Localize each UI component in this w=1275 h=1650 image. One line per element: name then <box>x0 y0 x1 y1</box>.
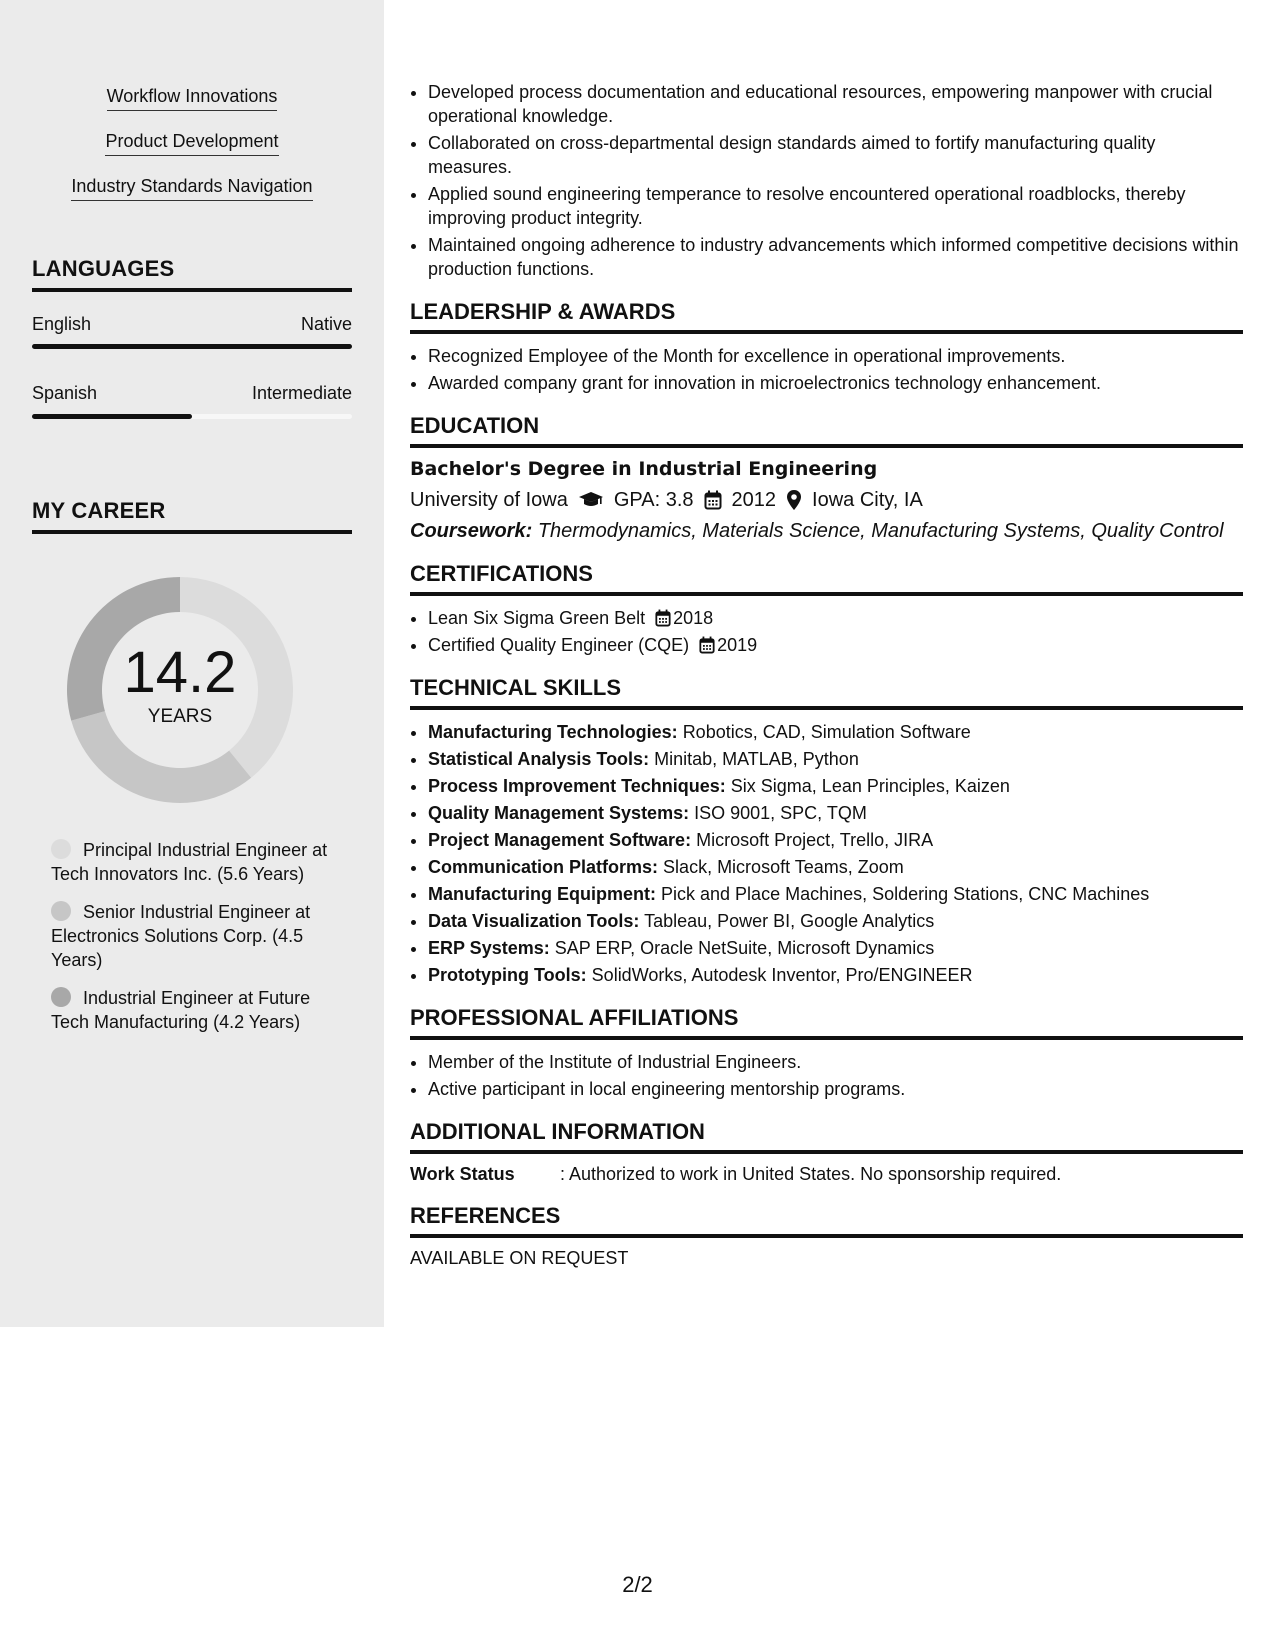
language-bar-fill <box>32 414 192 419</box>
skill-links <box>0 86 384 221</box>
references-text: AVAILABLE ON REQUEST <box>410 1248 629 1268</box>
list-item <box>428 855 1243 879</box>
experience-bullets <box>410 80 1243 281</box>
legend-dot <box>51 901 71 921</box>
skill-values: Microsoft Project, Trello, JIRA <box>696 830 934 850</box>
coursework <box>410 520 1243 543</box>
career-legend-item <box>51 900 331 972</box>
skill-category: Statistical Analysis Tools: <box>428 749 650 769</box>
skill-category: Quality Management Systems: <box>428 803 690 823</box>
section-title-leadership: LEADERSHIP & AWARDS <box>410 299 1243 334</box>
list-item <box>428 747 1243 771</box>
language-level: Native <box>300 314 352 334</box>
legend-dot <box>51 987 71 1007</box>
legend-dot <box>51 839 71 859</box>
language-bar <box>32 414 352 419</box>
career-total-unit: YEARS <box>147 706 213 727</box>
career-total-years: 14.2 <box>123 640 237 705</box>
page-number: 2/2 <box>622 1572 653 1597</box>
list-item <box>428 801 1243 825</box>
career-legend-item <box>51 986 331 1034</box>
education-details <box>410 486 1243 514</box>
affiliations-list <box>410 1050 1243 1101</box>
section-title-certifications: CERTIFICATIONS <box>410 561 1243 596</box>
language-row <box>32 314 352 335</box>
certifications-list <box>410 606 1243 657</box>
graduation-year: 2012 <box>731 489 777 511</box>
skill-values: SAP ERP, Oracle NetSuite, Microsoft Dynamics <box>554 938 935 958</box>
language-level: Intermediate <box>251 383 352 403</box>
certification-name: Certified Quality Engineer (CQE) <box>428 635 690 655</box>
calendar-icon <box>699 636 715 654</box>
skill-values: Slack, Microsoft Teams, Zoom <box>663 857 904 877</box>
list-item <box>428 828 1243 852</box>
skill-values: Six Sigma, Lean Principles, Kaizen <box>730 776 1010 796</box>
leadership-list <box>410 344 1243 395</box>
skill-link[interactable]: Product Development <box>105 131 278 156</box>
school-name: University of Iowa <box>410 489 568 511</box>
skill-values: Robotics, CAD, Simulation Software <box>682 722 971 742</box>
skill-category: Communication Platforms: <box>428 857 659 877</box>
list-item: • Awarded company grant for innovation in microelectronics technology enhancement. <box>428 371 1243 395</box>
list-item <box>428 936 1243 960</box>
language-name: Spanish <box>32 383 98 403</box>
graduation-cap-icon <box>578 491 604 509</box>
calendar-icon <box>655 609 671 627</box>
section-title-affiliations: PROFESSIONAL AFFILIATIONS <box>410 1005 1243 1040</box>
school-location: Iowa City, IA <box>812 489 923 511</box>
career-total <box>66 640 294 728</box>
career-legend-item <box>51 838 331 886</box>
skill-category: Prototyping Tools: <box>428 965 587 985</box>
list-item: • Maintained ongoing adherence to industry advancements which informed competitive decisions within production functions. <box>428 233 1243 281</box>
list-item: • Collaborated on cross-departmental design standards aimed to fortify manufacturing quality measures. <box>428 131 1243 179</box>
list-item: • Applied sound engineering temperance to resolve encountered operational roadblocks, thereby improving product integrity. <box>428 182 1243 230</box>
list-item <box>428 774 1243 798</box>
work-status-value: : Authorized to work in United States. No sponsorship required. <box>560 1164 1062 1184</box>
skill-values: Pick and Place Machines, Soldering Stations, CNC Machines <box>661 884 1150 904</box>
career-legend <box>51 838 331 1048</box>
career-legend-text: Senior Industrial Engineer at Electronics Solutions Corp. (4.5 Years) <box>51 902 311 970</box>
calendar-icon <box>704 490 722 510</box>
skill-values: Minitab, MATLAB, Python <box>654 749 859 769</box>
language-name: English <box>32 314 92 334</box>
list-item: • Recognized Employee of the Month for excellence in operational improvements. <box>428 344 1243 368</box>
language-bar-fill <box>32 344 352 349</box>
skill-values: SolidWorks, Autodesk Inventor, Pro/ENGINEER <box>591 965 973 985</box>
main-content <box>410 80 1243 1269</box>
list-item <box>428 720 1243 744</box>
certification-year: 2018 <box>673 608 714 628</box>
skill-link[interactable]: Workflow Innovations <box>107 86 278 111</box>
career-legend-text: Industrial Engineer at Future Tech Manufacturing (4.2 Years) <box>51 988 311 1032</box>
skill-category: Manufacturing Technologies: <box>428 722 678 742</box>
list-item <box>428 963 1243 987</box>
certification-name: Lean Six Sigma Green Belt <box>428 608 646 628</box>
skill-category: Process Improvement Techniques: <box>428 776 726 796</box>
list-item <box>428 909 1243 933</box>
skill-values: Tableau, Power BI, Google Analytics <box>644 911 935 931</box>
languages-heading: LANGUAGES <box>32 256 352 292</box>
list-item <box>428 882 1243 906</box>
skill-category: Project Management Software: <box>428 830 692 850</box>
sidebar <box>0 0 384 1327</box>
coursework-label: Coursework: <box>410 520 533 542</box>
language-bar <box>32 344 352 349</box>
location-pin-icon <box>786 489 802 511</box>
list-item <box>428 633 1243 657</box>
technical-skills-list <box>410 720 1243 987</box>
coursework-list: Thermodynamics, Materials Science, Manufacturing Systems, Quality Control <box>537 520 1224 542</box>
section-title-education: EDUCATION <box>410 413 1243 448</box>
list-item: • Member of the Institute of Industrial Engineers. <box>428 1050 1243 1074</box>
skill-category: ERP Systems: <box>428 938 550 958</box>
work-status-label: Work Status <box>410 1164 515 1184</box>
section-title-references: REFERENCES <box>410 1203 1243 1238</box>
list-item <box>428 606 1243 630</box>
skill-category: Manufacturing Equipment: <box>428 884 656 904</box>
section-title-technical-skills: TECHNICAL SKILLS <box>410 675 1243 710</box>
work-status <box>410 1164 1243 1185</box>
skill-category: Data Visualization Tools: <box>428 911 640 931</box>
career-heading: MY CAREER <box>32 498 352 534</box>
list-item: • Active participant in local engineering mentorship programs. <box>428 1077 1243 1101</box>
certification-year: 2019 <box>717 635 758 655</box>
skill-link[interactable]: Industry Standards Navigation <box>71 176 312 201</box>
skill-values: ISO 9001, SPC, TQM <box>694 803 867 823</box>
list-item: • Developed process documentation and educational resources, empowering manpower with crucial operational knowledge. <box>428 80 1243 128</box>
degree-title: Bachelor's Degree in Industrial Engineering <box>410 458 878 480</box>
section-title-additional-information: ADDITIONAL INFORMATION <box>410 1119 1243 1154</box>
language-row <box>32 383 352 404</box>
gpa: GPA: 3.8 <box>613 489 694 511</box>
career-legend-text: Principal Industrial Engineer at Tech Innovators Inc. (5.6 Years) <box>51 840 328 884</box>
